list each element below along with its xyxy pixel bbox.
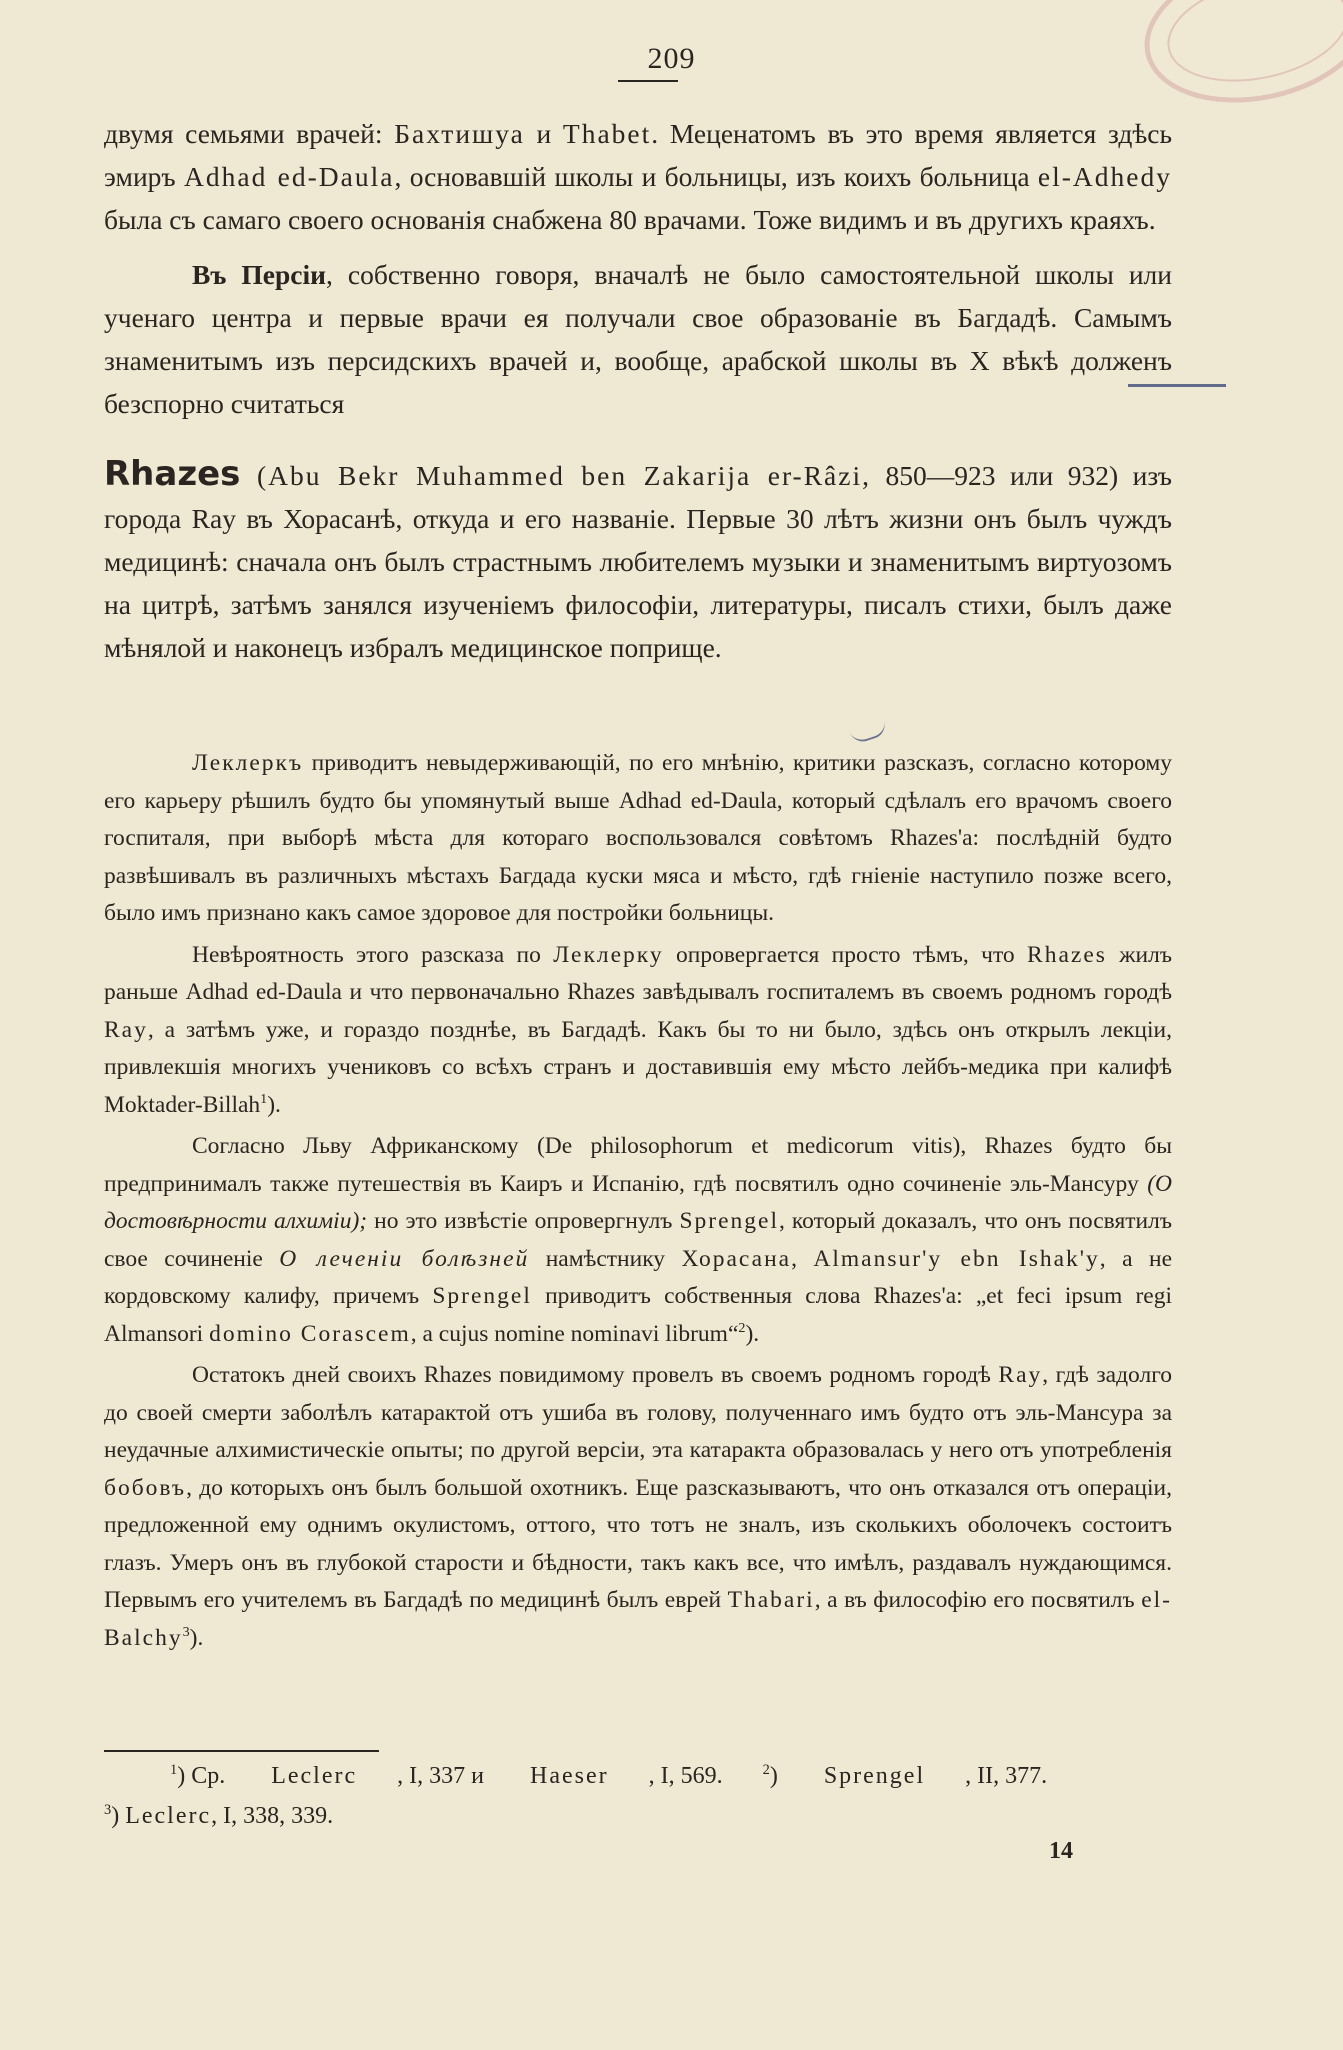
name-sprengel: Sprengel bbox=[432, 1283, 532, 1309]
text-run: приводитъ собственныя слова Rhazes'а: „et feci ipsum regi Almansori bbox=[104, 1283, 1172, 1347]
paragraph-physician-families bbox=[104, 112, 1172, 241]
paragraph-leo-africanus bbox=[104, 1128, 1172, 1353]
text-run: , I, 338, 339. bbox=[211, 1803, 334, 1829]
footnote-1 bbox=[170, 1763, 723, 1789]
text-run: ) bbox=[769, 1763, 784, 1789]
paragraph-leclerc-story bbox=[104, 745, 1172, 933]
paragraph-later-life bbox=[104, 1357, 1172, 1657]
text-run: и bbox=[524, 118, 563, 149]
footnote-2 bbox=[763, 1763, 1048, 1789]
text-run: , а затѣмъ уже, и гораздо позднѣе, въ Багдадѣ. Какъ бы то ни было, здѣсь онъ открылъ лекціи, привлекшія многихъ учениковъ со всѣхъ странъ и доставившія ему мѣсто лейбъ-медика при калифѣ Moktader-Billah bbox=[104, 1016, 1172, 1118]
name-khorasan: Хорасана bbox=[681, 1245, 792, 1272]
text-run: . Меценатомъ въ это время является здѣсь эмиръ bbox=[104, 118, 1173, 192]
text-run: , гдѣ задолго до своей смерти заболѣлъ катарактой отъ ушиба въ голову, полученнаго имъ будто отъ эль-Мансура за неудачные алхимистическіе опыты; по другой версіи, эта катаракта образовалась у него отъ употребленія bbox=[104, 1362, 1172, 1463]
text-run: , a cujus nomine nominavi librum“ bbox=[410, 1320, 739, 1347]
text-run: , а не кордовскому калифу, причемъ bbox=[104, 1245, 1173, 1309]
text-run: была съ самаго своего основанія снабжена 80 врачами. Тоже видимъ и въ другихъ краяхъ. bbox=[104, 204, 1156, 235]
text-run: , bbox=[791, 1245, 814, 1272]
text-run: Невѣроятность этого разсказа по bbox=[192, 941, 554, 968]
name-thabet: Thabet bbox=[562, 118, 652, 149]
rhazes-full-name: (Abu Bekr Muhammed ben Zakarija er-Râzi, bbox=[240, 460, 871, 491]
text-run: , основавшій школы и больницы, изъ коихъ больница bbox=[394, 161, 1038, 192]
text-run: опровергается просто тѣмъ, что bbox=[663, 941, 1028, 968]
pencil-mark bbox=[848, 715, 888, 745]
title-alchemy: (О достовѣрности алхиміи); bbox=[104, 1170, 1172, 1234]
pencil-underline bbox=[1128, 384, 1226, 387]
title-treatment-of-diseases: О леченіи болѣзней bbox=[279, 1245, 530, 1272]
name-adhad-ed-daula: Adhad ed-Daula bbox=[184, 161, 395, 192]
name-leclerc: Леклеркъ bbox=[192, 750, 304, 776]
text-run: , II, 377. bbox=[965, 1763, 1048, 1789]
main-text bbox=[104, 112, 1172, 669]
footnote-ref-2: 2 bbox=[738, 1319, 746, 1336]
text-run: но это извѣстіе опровергнулъ bbox=[367, 1208, 680, 1234]
text-run: , собственно говоря, вначалѣ не было самостоятельной школы или ученаго центра и первые врачи ея получали свое образованіе въ Багдадѣ. Самымъ знаменитымъ изъ персидскихъ врачей и, вообще, арабской школы въ X вѣкѣ долженъ безспорно считаться bbox=[104, 259, 1172, 419]
name-leclerc: Leclerc bbox=[125, 1803, 212, 1829]
signature-number: 14 bbox=[1049, 1838, 1073, 1864]
page-number-underline bbox=[618, 80, 678, 82]
text-run: , который доказалъ, что онъ посвятилъ свое сочиненіе bbox=[104, 1208, 1172, 1272]
name-el-balchy: el-Balchy bbox=[104, 1587, 1172, 1651]
paragraph-improbability bbox=[104, 937, 1172, 1125]
latin-domino-corascem: domino Corascem bbox=[209, 1320, 411, 1347]
name-sprengel: Sprengel bbox=[679, 1208, 780, 1234]
text-run: Остатокъ дней своихъ Rhazes повидимому провелъ въ своемъ родномъ городѣ bbox=[192, 1362, 999, 1388]
text-run: намѣстнику bbox=[529, 1245, 682, 1272]
footnote-line-1 bbox=[104, 1756, 1172, 1796]
footnote-separator bbox=[104, 1750, 379, 1752]
text-run: двумя семьями врачей: bbox=[104, 118, 395, 149]
small-print-text bbox=[104, 745, 1172, 1657]
name-ray: Ray bbox=[104, 1016, 148, 1043]
heading-persia: Въ Персіи bbox=[192, 259, 326, 290]
name-haeser: Haeser bbox=[529, 1763, 609, 1789]
text-run: жилъ раньше Adhad ed-Daula и что первоначально Rhazes завѣдывалъ госпиталемъ въ своемъ родномъ городѣ bbox=[104, 941, 1172, 1005]
text-run: ). bbox=[267, 1091, 281, 1118]
paragraph-persia bbox=[104, 253, 1172, 425]
text-run: приводитъ невыдерживающій, по его мнѣнію, критики разсказъ, согласно которому его карьеру рѣшилъ будто бы упомянутый выше Adhad ed-Daula, который сдѣлалъ его врачомъ своего госпиталя, при выборѣ мѣста для котораго воспользовался совѣтомъ Rhazes'а: послѣдній будто развѣшивалъ въ различныхъ мѣстахъ Багдада куски мяса и мѣсто, гдѣ гніеніе наступило позже всего, было имъ признано какъ самое здоровое для постройки больницы. bbox=[104, 750, 1172, 926]
footnote-ref-3: 3 bbox=[182, 1623, 190, 1640]
name-ray: Ray bbox=[998, 1362, 1043, 1388]
paragraph-rhazes-intro bbox=[104, 453, 1172, 669]
page-number: 209 bbox=[647, 42, 696, 75]
footnotes bbox=[104, 1756, 1172, 1836]
name-sprengel: Sprengel bbox=[823, 1763, 926, 1789]
name-rhazes: Rhazes bbox=[1027, 941, 1107, 968]
name-almansur: Almansur'у ebn Ishak'у bbox=[813, 1245, 1100, 1272]
text-run: Согласно Льву Африканскому (De philosophorum et medicorum vitis), Rhazes будто бы предпринималъ также путешествія въ Каиръ и Испанію, гдѣ посвятилъ одно сочиненіе эль-Мансуру bbox=[104, 1133, 1172, 1197]
footnote-marker: 2 bbox=[762, 1762, 770, 1778]
footnote-ref-1: 1 bbox=[260, 1090, 268, 1107]
name-leclerc: Leclerc bbox=[271, 1763, 358, 1789]
text-run: 850—923 или 932) изъ города Ray въ Хорасанѣ, откуда и его названіе. Первые 30 лѣтъ жизни онъ былъ чуждъ медицинѣ: сначала онъ былъ страстнымъ любителемъ музыки и знаменитымъ виртуозомъ на цитрѣ, затѣмъ занялся изученіемъ философіи, литературы, писалъ стихи, былъ даже мѣнялой и наконецъ избралъ медицинское поприще. bbox=[104, 460, 1172, 663]
footnote-marker: 3 bbox=[104, 1802, 112, 1818]
text-run: , I, 569. bbox=[648, 1763, 723, 1789]
text-run: , а въ философію его посвятилъ bbox=[814, 1587, 1142, 1613]
text-run: ) bbox=[111, 1803, 126, 1829]
name-bakhtishua: Бахтишуа bbox=[394, 118, 525, 149]
text-run: , до которыхъ онъ былъ большой охотникъ. Еще разсказываютъ, что онъ отказался отъ операціи, предложенной ему однимъ окулистомъ, оттого, что тотъ не зналъ, изъ сколькихъ оболочекъ состоитъ глазъ. Умеръ онъ въ глубокой старости и бѣдности, такъ какъ все, что имѣлъ, раздавалъ нуждающимся. Первымъ его учителемъ въ Багдадѣ по медицинѣ былъ еврей bbox=[104, 1474, 1172, 1613]
footnote-marker: 1 bbox=[170, 1762, 178, 1778]
footnote-3 bbox=[104, 1796, 1172, 1836]
name-thabari: Thabari bbox=[727, 1587, 815, 1613]
word-beans: бобовъ bbox=[104, 1474, 187, 1501]
name-leclerc: Леклерку bbox=[553, 941, 664, 968]
name-el-adhedy: el-Adhedy bbox=[1037, 161, 1172, 192]
text-run: ) Ср. bbox=[177, 1763, 232, 1789]
name-rhazes-heading: Rhazes bbox=[104, 454, 241, 494]
text-run: ). bbox=[745, 1320, 760, 1347]
text-run: , I, 337 и bbox=[397, 1763, 490, 1789]
text-run: ). bbox=[189, 1624, 204, 1651]
